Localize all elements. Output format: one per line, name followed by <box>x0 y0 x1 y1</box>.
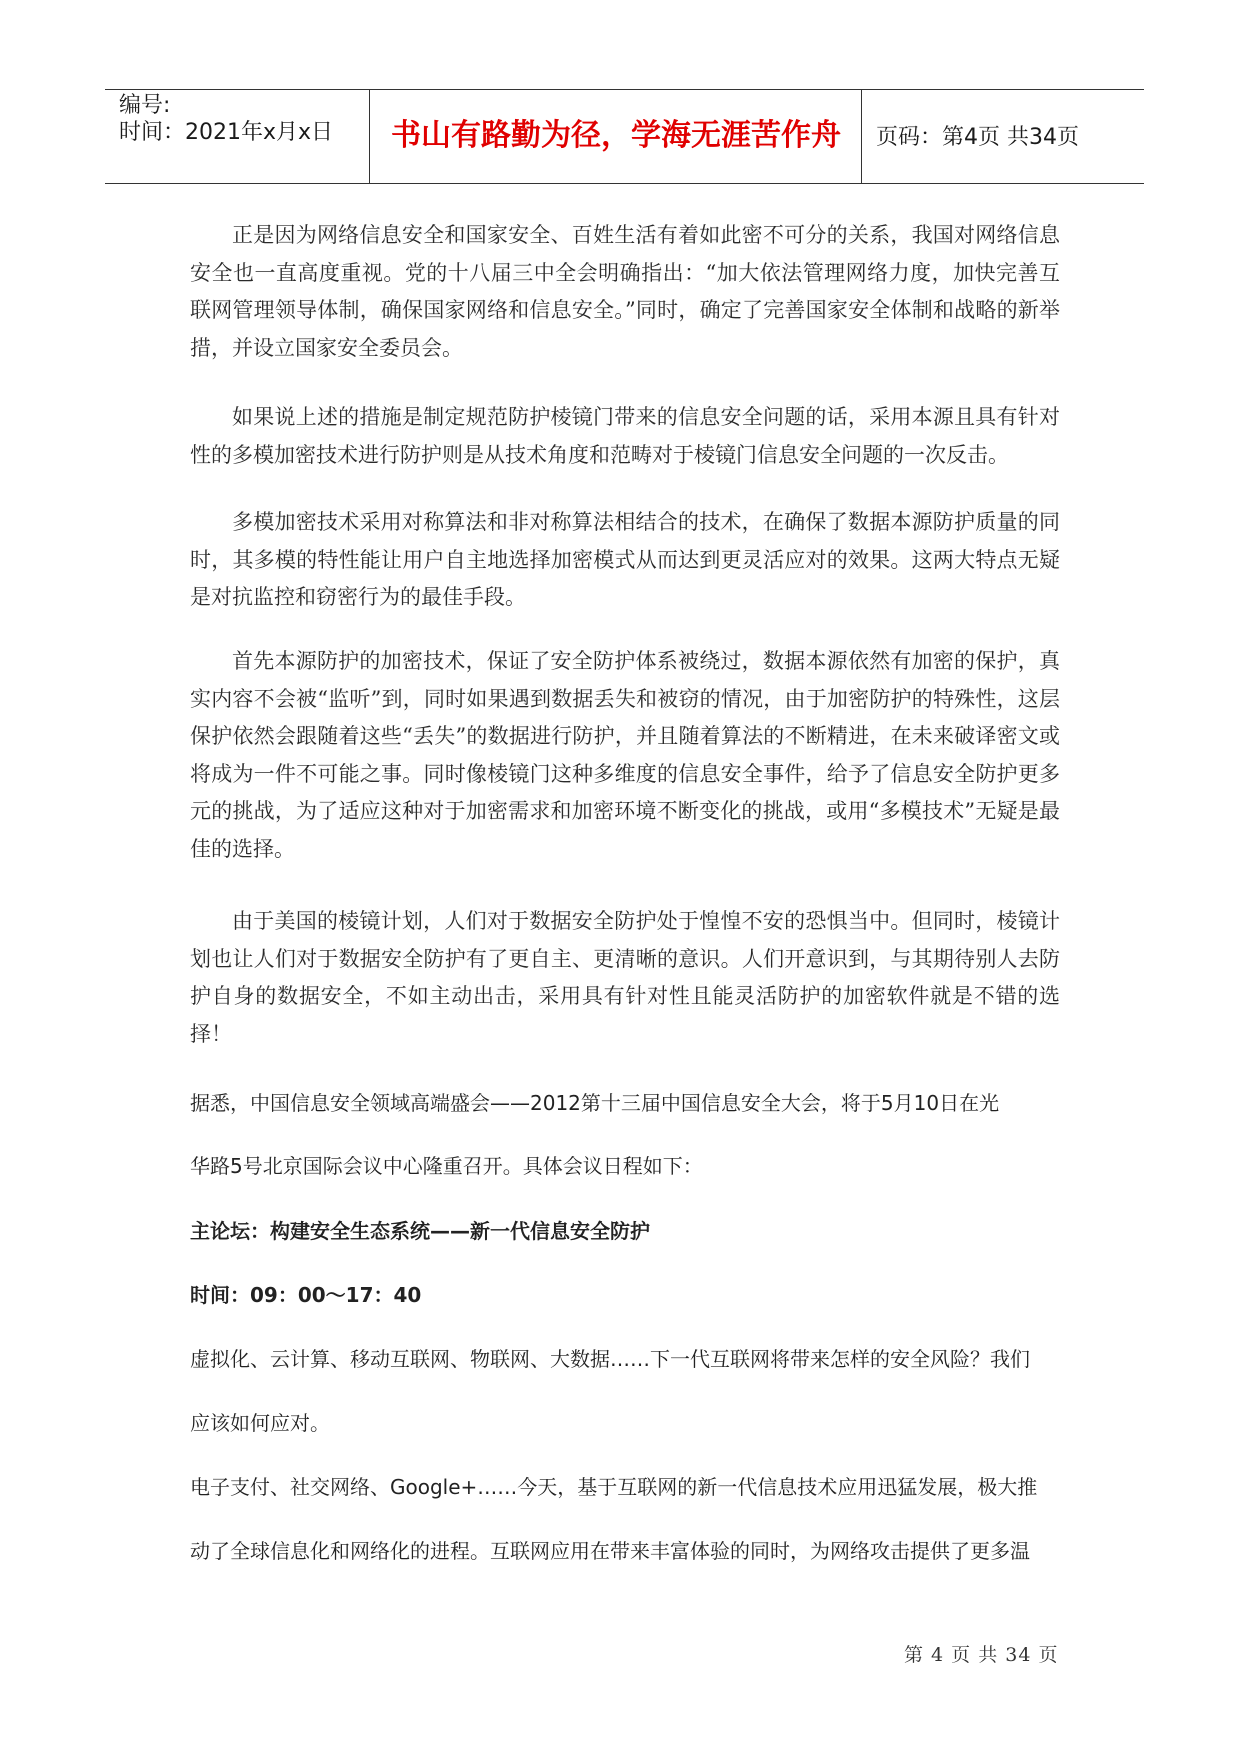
paragraph-2: 如果说上述的措施是制定规范防护棱镜门带来的信息安全问题的话，采用本源且具有针对性的多模加密技术进行防护则是从技术角度和范畴对于棱镜门信息安全问题的一次反击。 <box>190 405 1060 467</box>
news-line-3: 虚拟化、云计算、移动互联网、物联网、大数据……下一代互联网将带来怎样的安全风险？我们 <box>190 1347 1030 1371</box>
header-divider-left <box>369 89 370 183</box>
header-divider-right <box>861 89 862 183</box>
header-time-label: 时间：2021年x月x日 <box>119 120 334 145</box>
header-bottom-border <box>105 183 1144 184</box>
news-line-4: 应该如何应对。 <box>190 1411 330 1435</box>
footer-page-number: 第 4 页 共 34 页 <box>904 1644 1059 1666</box>
paragraph-4: 首先本源防护的加密技术，保证了安全防护体系被绕过，数据本源依然有加密的保护，真实内容不会被“监听”到，同时如果遇到数据丢失和被窃的情况，由于加密防护的特殊性，这层保护依然会跟随着这些“丢失”的数据进行防护，并且随着算法的不断精进，在未来破译密文或将成为一件不可能之事。同时像棱镜门这种多维度的信息安全事件，给予了信息安全防护更多元的挑战，为了适应这种对于加密需求和加密环境不断变化的挑战，或用“多模技术”无疑是最佳的选择。 <box>190 649 1060 861</box>
paragraph-5: 由于美国的棱镜计划，人们对于数据安全防护处于惶惶不安的恐惧当中。但同时，棱镜计划也让人们对于数据安全防护有了更自主、更清晰的意识。人们开意识到，与其期待别人去防护自身的数据安全，不如主动出击，采用具有针对性且能灵活防护的加密软件就是不错的选择！ <box>190 909 1060 1046</box>
paragraph-3: 多模加密技术采用对称算法和非对称算法相结合的技术，在确保了数据本源防护质量的同时，其多模的特性能让用户自主地选择加密模式从而达到更灵活应对的效果。这两大特点无疑是对抗监控和窃密行为的最佳手段。 <box>190 510 1060 609</box>
header-number-label: 编号: <box>119 93 171 118</box>
forum-title: 主论坛：构建安全生态系统——新一代信息安全防护 <box>190 1219 650 1243</box>
paragraph-1: 正是因为网络信息安全和国家安全、百姓生活有着如此密不可分的关系，我国对网络信息安全也一直高度重视。党的十八届三中全会明确指出：“加大依法管理网络力度，加快完善互联网管理领导体制，确保国家网络和信息安全。”同时，确定了完善国家安全体制和战略的新举措，并设立国家安全委员会。 <box>190 223 1060 360</box>
news-line-6: 动了全球信息化和网络化的进程。互联网应用在带来丰富体验的同时，为网络攻击提供了更多温 <box>190 1539 1030 1563</box>
forum-time: 时间：09：00～17：40 <box>190 1283 422 1307</box>
news-line-1: 据悉，中国信息安全领域高端盛会——2012第十三届中国信息安全大会，将于5月10日在光 <box>190 1091 1000 1115</box>
news-line-5: 电子支付、社交网络、Google+……今天，基于互联网的新一代信息技术应用迅猛发展，极大推 <box>190 1475 1038 1499</box>
news-line-2: 华路5号北京国际会议中心隆重召开。具体会议日程如下： <box>190 1154 703 1178</box>
header-page-label: 页码：第4页 共34页 <box>876 125 1079 150</box>
header-motto: 书山有路勤为径，学海无涯苦作舟 <box>391 118 841 153</box>
header-top-border <box>105 89 1144 90</box>
